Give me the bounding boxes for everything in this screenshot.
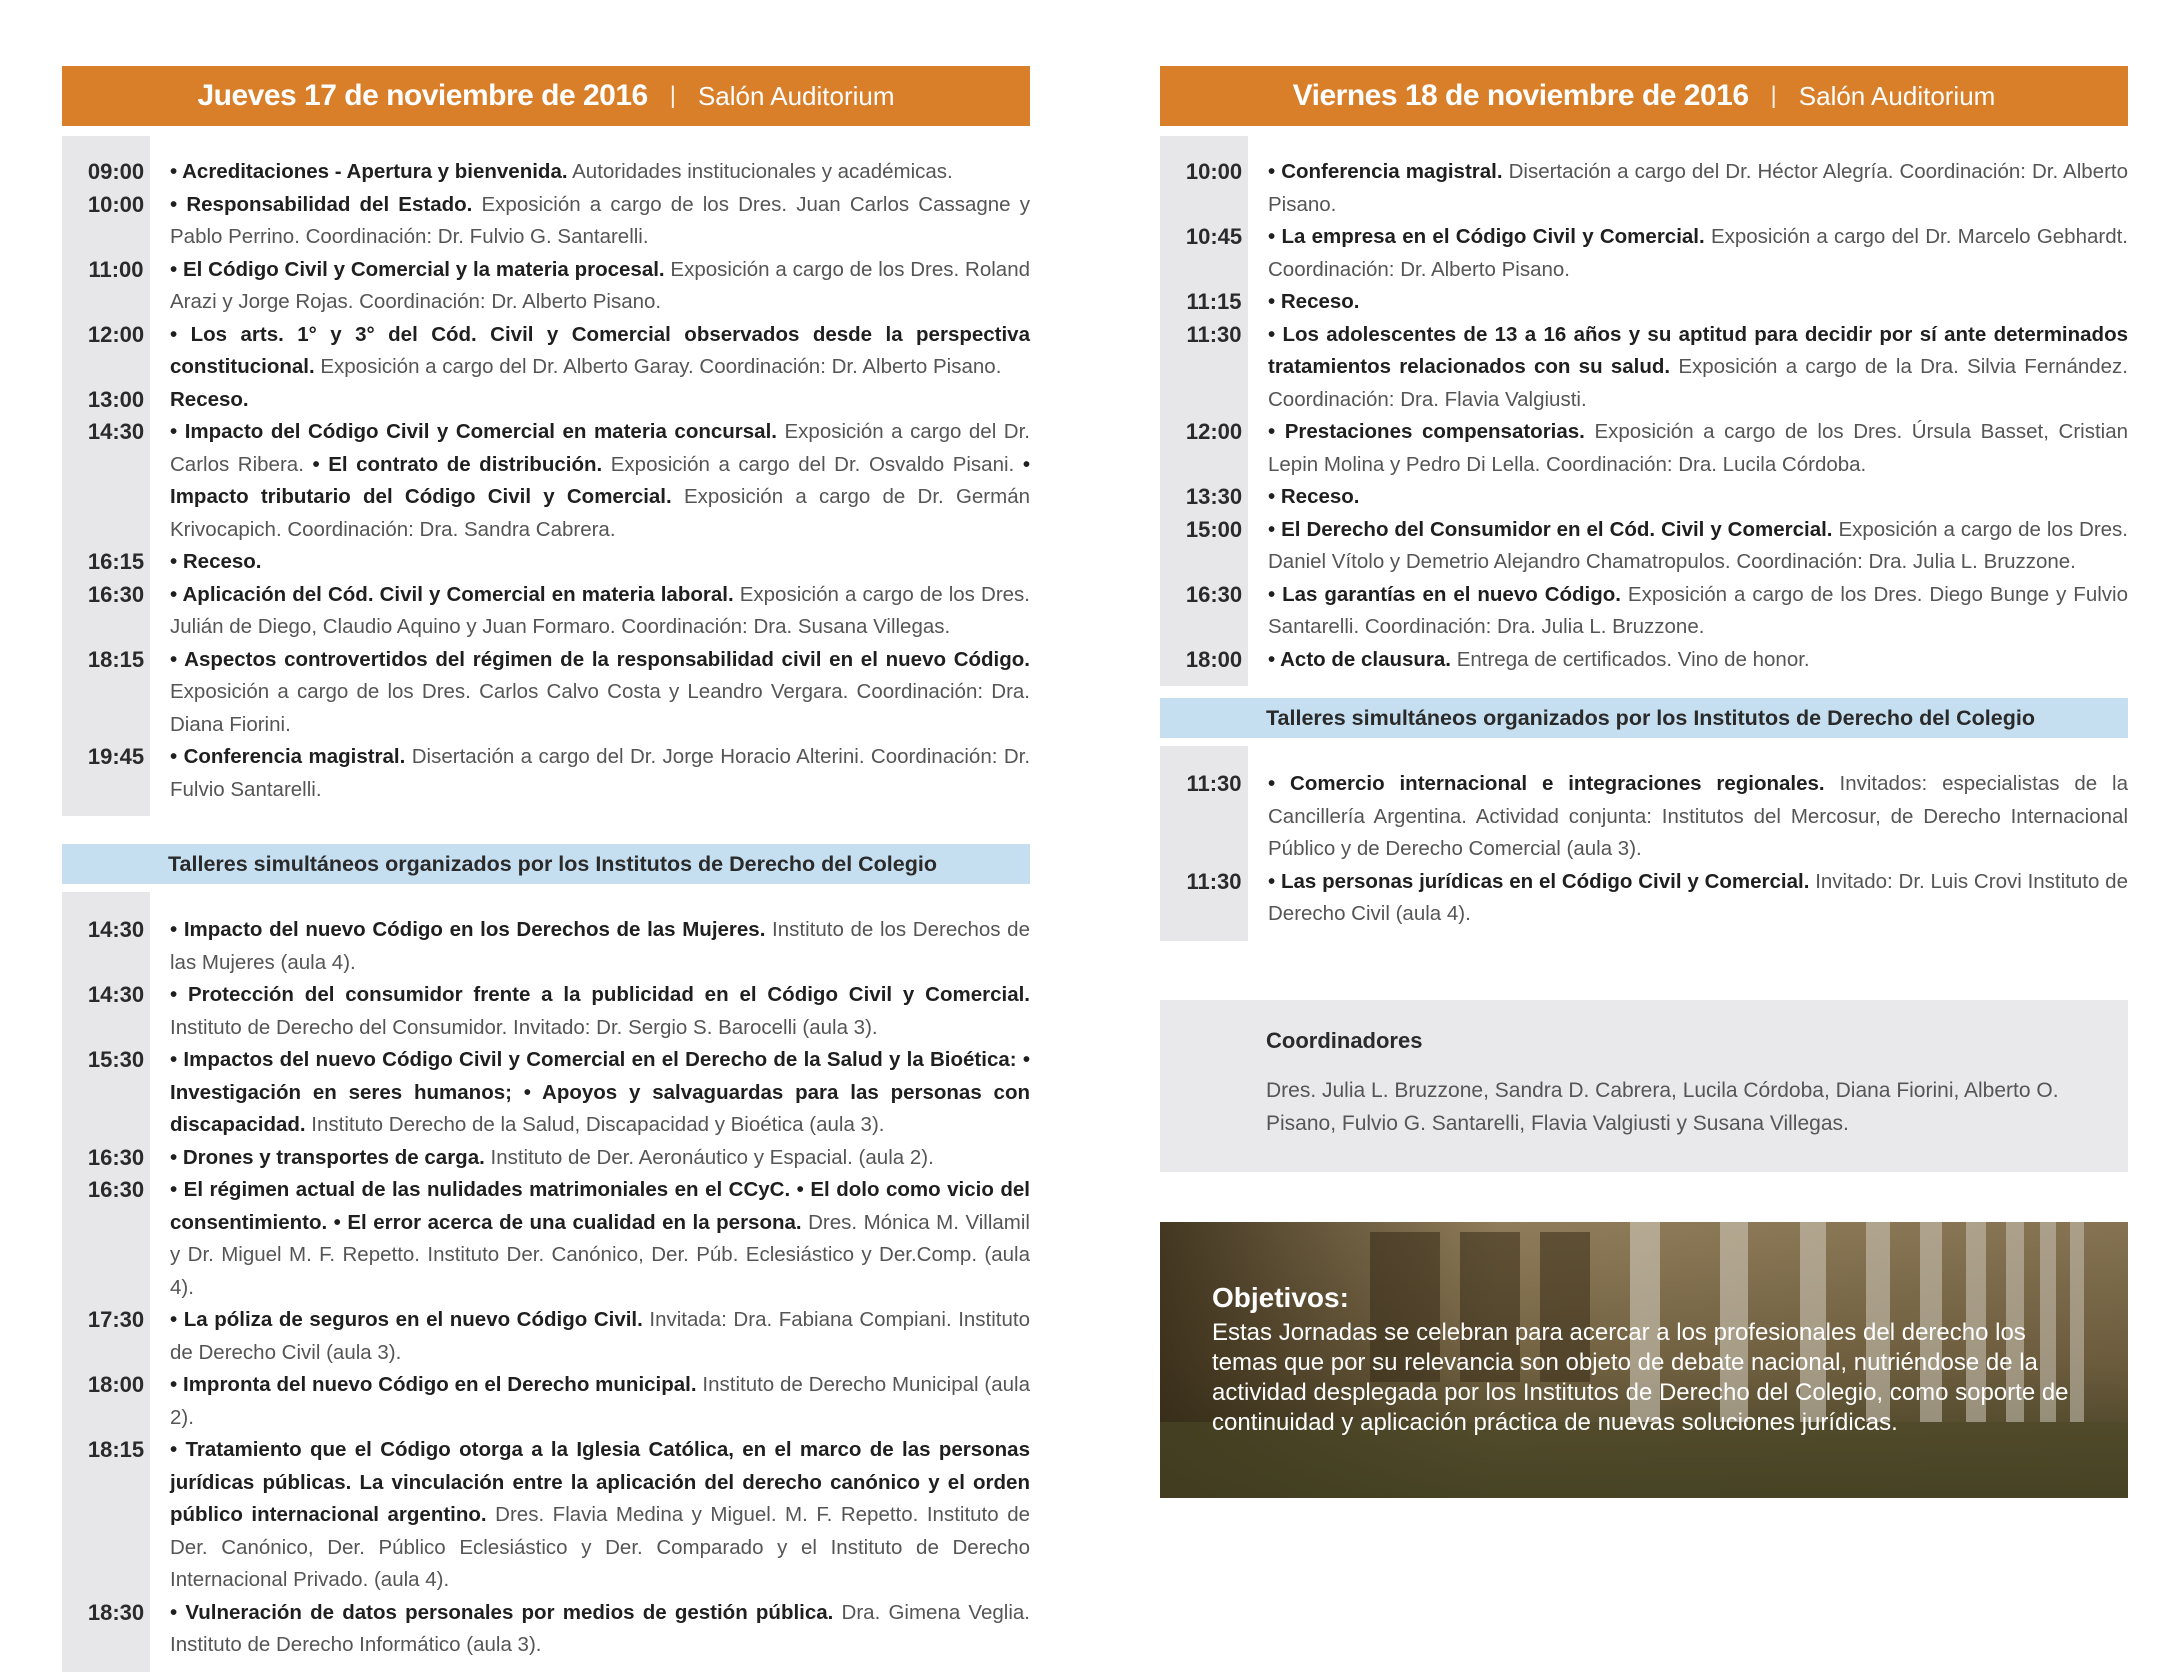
entry-topic: • Conferencia magistral. bbox=[170, 745, 406, 768]
entry-description bbox=[170, 319, 1030, 384]
entry-topic: • Protección del consumidor frente a la publicidad en el Código Civil y Comercial. bbox=[170, 983, 1030, 1006]
day-title: Jueves 17 de noviembre de 2016 bbox=[197, 79, 648, 112]
entry-topic: • El Derecho del Consumidor en el Cód. Civil y Comercial. bbox=[1268, 517, 1833, 541]
schedule-entry bbox=[62, 156, 1030, 189]
schedule-entry bbox=[1160, 416, 2128, 481]
entry-description bbox=[170, 914, 1030, 979]
schedule-entry bbox=[62, 741, 1030, 806]
entry-description bbox=[170, 1142, 1030, 1175]
schedule-entry bbox=[62, 1597, 1030, 1662]
entry-description bbox=[170, 546, 1030, 579]
entry-description bbox=[1268, 221, 2128, 286]
day-title: Viernes 18 de noviembre de 2016 bbox=[1292, 79, 1749, 112]
entry-description bbox=[170, 156, 1030, 189]
entry-description bbox=[170, 254, 1030, 319]
entry-topic: • Impronta del nuevo Código en el Derecho municipal. bbox=[170, 1373, 697, 1396]
friday-column bbox=[1160, 66, 2128, 941]
schedule-entry bbox=[1160, 514, 2128, 579]
entry-description bbox=[1268, 156, 2128, 221]
entry-time: 10:00 bbox=[87, 191, 145, 217]
entry-details: Disertación a cargo del Dr. Jorge Horacio Alterini. Coordinación: Dr. Fulvio Santarelli. bbox=[170, 745, 1031, 801]
entry-time: 14:30 bbox=[87, 419, 145, 444]
entry-topic: • Receso. bbox=[170, 550, 262, 573]
entry-description bbox=[170, 1369, 1030, 1434]
entry-details: Instituto de los Derechos de las Mujeres (aula 4). bbox=[170, 918, 1030, 974]
entry-description bbox=[1268, 579, 2128, 644]
entry-time: 18:00 bbox=[87, 1372, 145, 1397]
entry-topic: • Aplicación del Cód. Civil y Comercial en materia laboral. bbox=[170, 582, 734, 606]
workshop-title-bar: Talleres simultáneos organizados por los Institutos de Derecho del Colegio bbox=[62, 844, 1030, 884]
entry-time: 18:30 bbox=[87, 1599, 145, 1625]
entry-topic: • Comercio internacional e integraciones regionales. bbox=[1268, 772, 1825, 795]
schedule-entry bbox=[62, 579, 1030, 644]
entry-details: Dres. Mónica M. Villamil y Dr. Miguel M. F. Repetto. Instituto Der. Canónico, Der. Púb. Eclesiástico y Der.Comp. (aula 4). bbox=[170, 1210, 1030, 1299]
entry-topic: • Conferencia magistral. bbox=[1268, 160, 1503, 183]
entry-time: 16:30 bbox=[1185, 581, 1243, 607]
entry-description bbox=[170, 579, 1030, 644]
schedule-entry bbox=[62, 319, 1030, 384]
entry-time: 09:00 bbox=[87, 159, 145, 184]
entry-time: 11:15 bbox=[1186, 289, 1242, 314]
day-header-friday bbox=[1160, 66, 2128, 126]
entry-description bbox=[170, 416, 1030, 546]
entry-time: 12:00 bbox=[1185, 419, 1243, 444]
entry-topic: • Receso. bbox=[1268, 290, 1360, 313]
entry-topic: • Vulneración de datos personales por medios de gestión pública. bbox=[170, 1600, 834, 1624]
entry-time: 16:30 bbox=[87, 581, 145, 607]
entry-description bbox=[1268, 319, 2128, 417]
objectives-title: Objetivos: bbox=[1212, 1282, 1349, 1313]
schedule-entry bbox=[62, 1174, 1030, 1304]
entry-description bbox=[1268, 644, 2128, 677]
day-header-thursday bbox=[62, 66, 1030, 126]
entry-time: 13:30 bbox=[1185, 484, 1243, 509]
entry-time: 11:30 bbox=[1186, 868, 1242, 894]
entry-details: Disertación a cargo del Dr. Héctor Alegría. Coordinación: Dr. Alberto Pisano. bbox=[1268, 160, 2129, 216]
schedule-entry bbox=[62, 1304, 1030, 1369]
entry-topic: • Tratamiento que el Código otorga a la Iglesia Católica, en el marco de las personas jurídicas públicas. La vinculación entre la aplicación del derecho canónico y el orden público internacional argentino. bbox=[170, 1438, 1030, 1526]
schedule-entry bbox=[1160, 286, 2128, 319]
entry-details: Dres. Flavia Medina y Miguel. M. F. Repetto. Instituto de Der. Canónico, Der. Público Eclesiástico y Der. Comparado y el Instituto de Derecho Internacional Privado. (aula 4). bbox=[170, 1503, 1030, 1591]
entry-topic: • Responsabilidad del Estado. bbox=[170, 192, 473, 216]
entry-details: Instituto de Der. Aeronáutico y Espacial. (aula 2). bbox=[484, 1145, 934, 1169]
entry-details: Instituto Derecho de la Salud, Discapacidad y Bioética (aula 3). bbox=[305, 1113, 885, 1136]
entry-description bbox=[1268, 514, 2128, 579]
coordinators-title: Coordinadores bbox=[1266, 1028, 1423, 1053]
workshop-list bbox=[87, 892, 1030, 1672]
workshop-list bbox=[1186, 746, 2128, 941]
entry-description bbox=[170, 644, 1030, 742]
entry-topic: • Acto de clausura. bbox=[1268, 647, 1451, 671]
entry-topic: • El régimen actual de las nulidades matrimoniales en el CCyC. • El dolo como vicio del consentimiento. • El error acerca de una cualidad en la persona. bbox=[170, 1178, 1030, 1234]
entry-topic: • Prestaciones compensatorias. bbox=[1268, 420, 1585, 443]
entry-topic: • Las garantías en el nuevo Código. bbox=[1268, 582, 1621, 606]
entry-time: 18:00 bbox=[1185, 646, 1243, 672]
entry-description bbox=[170, 1434, 1030, 1597]
entry-description bbox=[1268, 286, 2128, 319]
entry-time: 19:45 bbox=[87, 744, 145, 769]
entry-topic: • El Código Civil y Comercial y la materia procesal. bbox=[170, 257, 665, 281]
entry-topic: • Receso. bbox=[1268, 485, 1360, 508]
entry-details: Exposición a cargo de los Dres. Roland Arazi y Jorge Rojas. Coordinación: Dr. Alberto Pisano. bbox=[170, 257, 1030, 313]
schedule-entry bbox=[1160, 644, 2128, 677]
entry-topic: • Aspectos controvertidos del régimen de la responsabilidad civil en el nuevo Código. bbox=[170, 647, 1030, 671]
entry-details: Exposición a cargo de la Dra. Silvia Fernández. Coordinación: Dra. Flavia Valgiusti. bbox=[1268, 355, 2128, 411]
entry-time: 11:00 bbox=[88, 256, 144, 282]
schedule-entry bbox=[1160, 319, 2128, 417]
entry-details: Autoridades institucionales y académicas. bbox=[567, 160, 953, 183]
entry-description bbox=[170, 1304, 1030, 1369]
entry-description bbox=[1268, 416, 2128, 481]
entry-details: Exposición a cargo del Dr. Marcelo Gebhardt. Coordinación: Dr. Alberto Pisano. bbox=[1268, 225, 2128, 281]
entry-topic: • El contrato de distribución. bbox=[303, 452, 603, 476]
schedule-entry bbox=[1160, 221, 2128, 286]
entry-details: Instituto de Derecho Municipal (aula 2). bbox=[170, 1373, 1030, 1429]
entry-topic: • La empresa en el Código Civil y Comercial. bbox=[1268, 225, 1705, 248]
entry-details: Invitado: Dr. Luis Crovi Instituto de Derecho Civil (aula 4). bbox=[1268, 869, 2128, 925]
entry-topic: • Los adolescentes de 13 a 16 años y su aptitud para decidir por sí ante determinados tratamientos relacionados con su salud. bbox=[1268, 322, 2128, 378]
schedule-entry bbox=[62, 914, 1030, 979]
entry-details: Exposición a cargo de Dr. Germán Krivocapich. Coordinación: Dra. Sandra Cabrera. bbox=[170, 485, 1031, 541]
entry-details: Invitada: Dra. Fabiana Compiani. Instituto de Derecho Civil (aula 3). bbox=[170, 1308, 1030, 1364]
entry-details: Exposición a cargo del Dr. Alberto Garay. Coordinación: Dr. Alberto Pisano. bbox=[314, 355, 1002, 378]
entry-details: Exposición a cargo de los Dres. Diego Bunge y Fulvio Santarelli. Coordinación: Dra. Julia L. Bruzzone. bbox=[1268, 582, 2128, 638]
entry-details: Entrega de certificados. Vino de honor. bbox=[1451, 647, 1810, 671]
entry-time: 10:45 bbox=[1185, 224, 1243, 249]
coordinators-names: Dres. Julia L. Bruzzone, Sandra D. Cabrera, Lucila Córdoba, Diana Fiorini, Alberto O. Pisano, Fulvio G. Santarelli, Flavia Valgiusti y Susana Villegas. bbox=[1266, 1079, 2059, 1135]
header-separator: | bbox=[669, 82, 676, 109]
entry-topic: • Impacto del Código Civil y Comercial en materia concursal. bbox=[170, 420, 777, 443]
entry-details: Instituto de Derecho del Consumidor. Invitado: Dr. Sergio S. Barocelli (aula 3). bbox=[170, 1015, 878, 1039]
entry-description bbox=[170, 741, 1030, 806]
entry-time: 15:30 bbox=[87, 1047, 145, 1072]
program-list bbox=[87, 136, 1031, 816]
objectives-text: Estas Jornadas se celebran para acercar a los profesionales del derecho los temas que por su relevancia son objeto de debate nacional, nutriéndose de la actividad desplegada por los Institutos de Derecho del Colegio, como soporte de continuidad y aplicación práctica de nuevas soluciones jurídicas. bbox=[1212, 1319, 2069, 1436]
entry-description bbox=[170, 189, 1030, 254]
schedule-entry bbox=[62, 384, 1030, 417]
schedule-entry bbox=[62, 1434, 1030, 1597]
schedule-entry bbox=[1160, 866, 2128, 931]
entry-topic: • Los arts. 1° y 3° del Cód. Civil y Comercial observados desde la perspectiva constitucional. bbox=[170, 322, 1030, 378]
entry-description bbox=[170, 384, 1030, 417]
schedule-entry bbox=[1160, 156, 2128, 221]
header-separator: | bbox=[1770, 82, 1777, 109]
entry-time: 17:30 bbox=[87, 1307, 145, 1332]
entry-time: 10:00 bbox=[1185, 159, 1243, 184]
program-block bbox=[62, 136, 1030, 816]
entry-details: Dra. Gimena Veglia. Instituto de Derecho Informático (aula 3). bbox=[170, 1600, 1030, 1656]
entry-topic: • Impacto tributario del Código Civil y Comercial. bbox=[170, 452, 1030, 508]
entry-time: 11:30 bbox=[1186, 771, 1242, 796]
entry-details: Exposición a cargo de los Dres. Úrsula Basset, Cristian Lepin Molina y Pedro Di Lella. Coordinación: Dra. Lucila Córdoba. bbox=[1268, 420, 2128, 476]
workshop-title-bar: Talleres simultáneos organizados por los Institutos de Derecho del Colegio bbox=[1160, 698, 2128, 738]
entry-description bbox=[170, 979, 1030, 1044]
thursday-column bbox=[62, 66, 1030, 1672]
entry-time: 18:15 bbox=[87, 1437, 145, 1462]
schedule-entry bbox=[1160, 768, 2128, 866]
entry-time: 12:00 bbox=[87, 321, 145, 347]
entry-details: Exposición a cargo de los Dres. Juan Carlos Cassagne y Pablo Perrino. Coordinación: Dr. Fulvio G. Santarelli. bbox=[170, 192, 1030, 248]
entry-time: 15:00 bbox=[1185, 516, 1243, 542]
workshop-block bbox=[62, 892, 1030, 1672]
entry-time: 14:30 bbox=[87, 917, 145, 942]
entry-details: Exposición a cargo del Dr. Osvaldo Pisani. bbox=[602, 452, 1015, 476]
schedule-entry bbox=[1160, 579, 2128, 644]
objectives-panel bbox=[1160, 1222, 2128, 1498]
schedule-entry bbox=[62, 979, 1030, 1044]
entry-topic: Receso. bbox=[170, 387, 249, 411]
entry-time: 16:15 bbox=[87, 549, 145, 574]
entry-time: 16:30 bbox=[87, 1177, 145, 1202]
entry-description bbox=[1268, 768, 2128, 866]
entry-description bbox=[170, 1174, 1030, 1304]
entry-details: Exposición a cargo del Dr. Carlos Ribera. bbox=[170, 420, 1030, 476]
entry-details: Exposición a cargo de los Dres. Julián de Diego, Claudio Aquino y Juan Formaro. Coordinación: Dra. Susana Villegas. bbox=[170, 582, 1030, 638]
venue-label: Salón Auditorium bbox=[697, 80, 895, 111]
entry-time: 16:30 bbox=[87, 1144, 145, 1170]
schedule-entry bbox=[62, 254, 1030, 319]
coordinators-box bbox=[1160, 1000, 2128, 1172]
entry-details: Exposición a cargo de los Dres. Carlos Calvo Costa y Leandro Vergara. Coordinación: Dra. Diana Fiorini. bbox=[170, 680, 1030, 736]
entry-time: 18:15 bbox=[87, 646, 145, 672]
entry-description bbox=[170, 1044, 1030, 1142]
entry-description bbox=[170, 1597, 1030, 1662]
schedule-entry bbox=[62, 416, 1030, 546]
entry-details: Invitados: especialistas de la Cancillería Argentina. Actividad conjunta: Institutos del Mercosur, de Derecho Internacional Público y de Derecho Comercial (aula 3). bbox=[1268, 772, 2128, 860]
entry-topic: • La póliza de seguros en el nuevo Código Civil. bbox=[170, 1308, 643, 1331]
entry-time: 11:30 bbox=[1186, 321, 1242, 347]
schedule-entry bbox=[62, 1142, 1030, 1175]
program-block bbox=[1160, 136, 2128, 686]
entry-details: Exposición a cargo de los Dres. Daniel Vítolo y Demetrio Alejandro Chamatropulos. Coordinación: Dra. Julia L. Bruzzone. bbox=[1268, 517, 2129, 573]
entry-topic: • Acreditaciones - Apertura y bienvenida. bbox=[170, 160, 568, 183]
entry-topic: • Drones y transportes de carga. bbox=[170, 1145, 485, 1169]
entry-topic: • Impactos del nuevo Código Civil y Comercial en el Derecho de la Salud y la Bioética: • Investigación en seres humanos; • Apoyos y salvaguardas para las personas con discapacidad. bbox=[170, 1048, 1030, 1136]
entry-description bbox=[1268, 866, 2128, 931]
venue-label: Salón Auditorium bbox=[1798, 80, 1996, 111]
schedule-entry bbox=[1160, 481, 2128, 514]
schedule-entry bbox=[62, 189, 1030, 254]
schedule-entry bbox=[62, 546, 1030, 579]
program-list bbox=[1185, 136, 2129, 686]
schedule-entry bbox=[62, 644, 1030, 742]
schedule-entry bbox=[62, 1044, 1030, 1142]
entry-time: 14:30 bbox=[87, 982, 145, 1007]
entry-description bbox=[1268, 481, 2128, 514]
entry-topic: • Impacto del nuevo Código en los Derechos de las Mujeres. bbox=[170, 918, 766, 941]
entry-time: 13:00 bbox=[87, 386, 145, 412]
workshop-block bbox=[1160, 746, 2128, 941]
schedule-entry bbox=[62, 1369, 1030, 1434]
entry-topic: • Las personas jurídicas en el Código Civil y Comercial. bbox=[1268, 869, 1810, 893]
